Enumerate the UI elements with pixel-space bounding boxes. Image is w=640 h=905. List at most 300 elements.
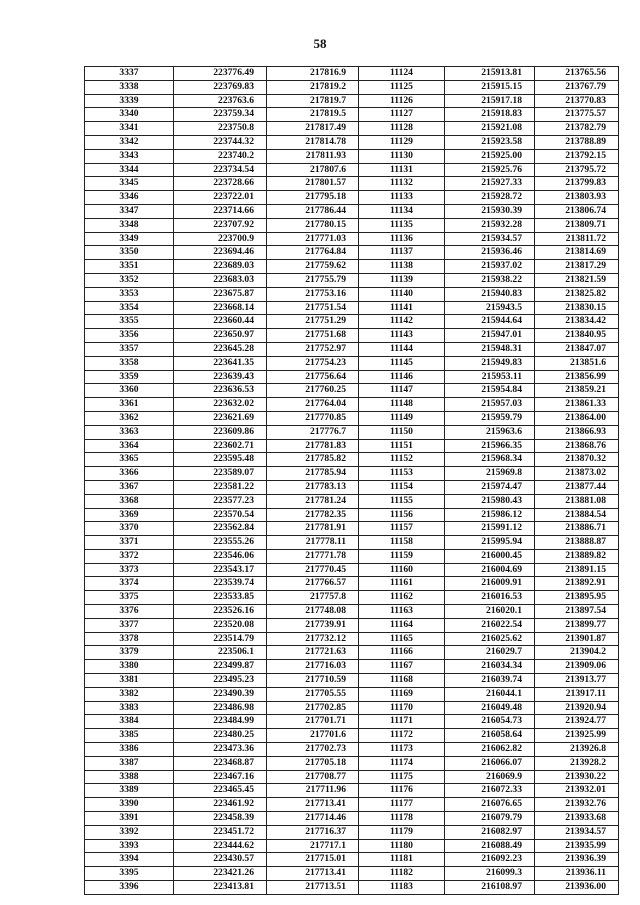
table-cell: 216039.74 [445, 674, 535, 688]
table-cell: 3389 [85, 784, 174, 798]
table-cell: 3386 [85, 743, 174, 757]
table-row [85, 80, 619, 94]
table-row [85, 549, 619, 563]
table-cell: 213901.87 [535, 632, 619, 646]
table-cell: 213864.00 [535, 411, 619, 425]
table-cell: 217786.44 [267, 204, 359, 218]
table-cell: 216092.23 [445, 853, 535, 867]
table-cell: 223581.22 [174, 480, 267, 494]
table-cell: 217780.15 [267, 218, 359, 232]
table-row [85, 881, 619, 895]
table-cell: 213904.2 [535, 646, 619, 660]
table-cell: 216016.53 [445, 591, 535, 605]
table-cell: 3396 [85, 881, 174, 895]
table-row [85, 163, 619, 177]
table-cell: 216108.97 [445, 881, 535, 895]
table-cell: 217776.7 [267, 425, 359, 439]
table-cell: 223668.14 [174, 301, 267, 315]
table-cell: 3348 [85, 218, 174, 232]
table-cell: 213809.71 [535, 218, 619, 232]
table-cell: 223750.8 [174, 122, 267, 136]
table-cell: 11163 [359, 605, 445, 619]
table-cell: 11173 [359, 743, 445, 757]
table-cell: 217814.78 [267, 135, 359, 149]
table-cell: 213788.89 [535, 135, 619, 149]
table-cell: 11150 [359, 425, 445, 439]
table-cell: 11130 [359, 149, 445, 163]
table-cell: 213859.21 [535, 384, 619, 398]
table-cell: 216004.69 [445, 563, 535, 577]
table-cell: 213830.15 [535, 301, 619, 315]
table-cell: 223694.46 [174, 246, 267, 260]
table-cell: 213936.11 [535, 867, 619, 881]
table-cell: 216044.1 [445, 687, 535, 701]
table-cell: 3363 [85, 425, 174, 439]
table-cell: 213806.74 [535, 204, 619, 218]
table-cell: 213866.93 [535, 425, 619, 439]
table-cell: 3350 [85, 246, 174, 260]
table-cell: 3366 [85, 467, 174, 481]
table-cell: 3356 [85, 329, 174, 343]
table-cell: 3385 [85, 729, 174, 743]
table-cell: 223484.99 [174, 715, 267, 729]
table-cell: 223589.07 [174, 467, 267, 481]
table-cell: 215980.43 [445, 494, 535, 508]
table-cell: 3344 [85, 163, 174, 177]
table-cell: 213897.54 [535, 605, 619, 619]
table-cell: 11161 [359, 577, 445, 591]
table-cell: 223526.16 [174, 605, 267, 619]
table-cell: 3394 [85, 853, 174, 867]
table-cell: 215930.39 [445, 204, 535, 218]
table-cell: 217819.2 [267, 80, 359, 94]
table-cell: 216025.62 [445, 632, 535, 646]
table-cell: 216058.64 [445, 729, 535, 743]
table-cell: 216099.3 [445, 867, 535, 881]
table-cell: 223645.28 [174, 342, 267, 356]
table-cell: 3367 [85, 480, 174, 494]
table-cell: 3376 [85, 605, 174, 619]
table-cell: 11126 [359, 94, 445, 108]
table-cell: 223539.74 [174, 577, 267, 591]
table-cell: 11182 [359, 867, 445, 881]
table-cell: 215940.83 [445, 287, 535, 301]
table-cell: 223499.87 [174, 660, 267, 674]
table-cell: 223776.49 [174, 67, 267, 81]
table-cell: 217760.25 [267, 384, 359, 398]
table-cell: 3382 [85, 687, 174, 701]
table-cell: 3358 [85, 356, 174, 370]
table-cell: 215928.72 [445, 191, 535, 205]
table-row [85, 715, 619, 729]
table-cell: 3354 [85, 301, 174, 315]
table-cell: 213936.00 [535, 881, 619, 895]
table-row [85, 536, 619, 550]
table-cell: 3388 [85, 770, 174, 784]
table-cell: 213892.91 [535, 577, 619, 591]
table-cell: 217753.16 [267, 287, 359, 301]
table-cell: 213924.77 [535, 715, 619, 729]
table-row [85, 439, 619, 453]
table-cell: 217701.6 [267, 729, 359, 743]
table-cell: 11131 [359, 163, 445, 177]
table-cell: 11167 [359, 660, 445, 674]
table-cell: 213765.56 [535, 67, 619, 81]
table-cell: 11158 [359, 536, 445, 550]
table-cell: 216082.97 [445, 825, 535, 839]
table-cell: 217748.08 [267, 605, 359, 619]
table-row [85, 591, 619, 605]
table-cell: 217771.78 [267, 549, 359, 563]
table-cell: 11164 [359, 618, 445, 632]
table-cell: 3337 [85, 67, 174, 81]
table-cell: 223632.02 [174, 398, 267, 412]
table-cell: 223533.85 [174, 591, 267, 605]
table-cell: 215963.6 [445, 425, 535, 439]
table-cell: 217710.59 [267, 674, 359, 688]
table-cell: 11179 [359, 825, 445, 839]
table-cell: 223451.72 [174, 825, 267, 839]
table-cell: 3351 [85, 260, 174, 274]
table-cell: 216029.7 [445, 646, 535, 660]
table-cell: 217752.97 [267, 342, 359, 356]
table-cell: 217713.41 [267, 798, 359, 812]
table-cell: 217708.77 [267, 770, 359, 784]
table-cell: 223740.2 [174, 149, 267, 163]
table-cell: 217739.91 [267, 618, 359, 632]
table-cell: 223595.48 [174, 453, 267, 467]
table-cell: 213935.99 [535, 839, 619, 853]
table-cell: 216076.65 [445, 798, 535, 812]
table-cell: 216022.54 [445, 618, 535, 632]
table-cell: 213881.08 [535, 494, 619, 508]
table-cell: 215969.8 [445, 467, 535, 481]
table-cell: 217782.35 [267, 508, 359, 522]
table-cell: 213913.77 [535, 674, 619, 688]
table-cell: 11141 [359, 301, 445, 315]
table-cell: 215925.76 [445, 163, 535, 177]
table-cell: 11139 [359, 273, 445, 287]
table-cell: 217783.13 [267, 480, 359, 494]
table-cell: 215921.08 [445, 122, 535, 136]
table-row [85, 784, 619, 798]
table-cell: 11159 [359, 549, 445, 563]
table-cell: 213792.15 [535, 149, 619, 163]
table-cell: 213868.76 [535, 439, 619, 453]
table-cell: 217721.63 [267, 646, 359, 660]
table-cell: 215934.57 [445, 232, 535, 246]
table-cell: 11140 [359, 287, 445, 301]
table-cell: 215986.12 [445, 508, 535, 522]
table-cell: 223555.26 [174, 536, 267, 550]
table-cell: 215937.02 [445, 260, 535, 274]
table-cell: 213817.29 [535, 260, 619, 274]
table-cell: 3371 [85, 536, 174, 550]
table-cell: 217807.6 [267, 163, 359, 177]
table-cell: 215927.33 [445, 177, 535, 191]
table-cell: 223506.1 [174, 646, 267, 660]
table-cell: 3341 [85, 122, 174, 136]
table-cell: 3379 [85, 646, 174, 660]
table-cell: 223495.23 [174, 674, 267, 688]
table-cell: 216072.33 [445, 784, 535, 798]
table-cell: 215944.64 [445, 315, 535, 329]
table-cell: 223413.81 [174, 881, 267, 895]
table-cell: 11136 [359, 232, 445, 246]
table-cell: 223577.23 [174, 494, 267, 508]
table-row [85, 646, 619, 660]
table-cell: 217770.85 [267, 411, 359, 425]
table-cell: 213934.57 [535, 825, 619, 839]
table-cell: 223570.54 [174, 508, 267, 522]
table-cell: 3395 [85, 867, 174, 881]
table-cell: 11180 [359, 839, 445, 853]
table-cell: 3380 [85, 660, 174, 674]
table-cell: 216079.79 [445, 812, 535, 826]
table-row [85, 632, 619, 646]
table-cell: 223675.87 [174, 287, 267, 301]
table-cell: 3375 [85, 591, 174, 605]
table-row [85, 204, 619, 218]
table-row [85, 108, 619, 122]
table-cell: 223602.71 [174, 439, 267, 453]
table-cell: 213770.83 [535, 94, 619, 108]
table-cell: 213814.69 [535, 246, 619, 260]
table-cell: 3377 [85, 618, 174, 632]
table-row [85, 287, 619, 301]
table-cell: 217702.73 [267, 743, 359, 757]
table-cell: 11160 [359, 563, 445, 577]
table-cell: 11156 [359, 508, 445, 522]
table-cell: 223430.57 [174, 853, 267, 867]
table-cell: 11149 [359, 411, 445, 425]
table-cell: 213925.99 [535, 729, 619, 743]
table-cell: 217754.23 [267, 356, 359, 370]
table-row [85, 812, 619, 826]
table-cell: 11152 [359, 453, 445, 467]
table-cell: 11137 [359, 246, 445, 260]
table-cell: 11151 [359, 439, 445, 453]
table-cell: 223722.01 [174, 191, 267, 205]
table-cell: 11170 [359, 701, 445, 715]
table-cell: 215923.58 [445, 135, 535, 149]
table-cell: 217717.1 [267, 839, 359, 853]
table-cell: 213799.83 [535, 177, 619, 191]
table-cell: 223520.08 [174, 618, 267, 632]
table-row [85, 301, 619, 315]
table-cell: 215953.11 [445, 370, 535, 384]
table-cell: 213861.33 [535, 398, 619, 412]
table-cell: 3373 [85, 563, 174, 577]
table-row [85, 853, 619, 867]
table-cell: 213933.68 [535, 812, 619, 826]
table-cell: 213926.8 [535, 743, 619, 757]
table-cell: 3362 [85, 411, 174, 425]
table-row [85, 273, 619, 287]
table-cell: 213775.57 [535, 108, 619, 122]
table-cell: 11176 [359, 784, 445, 798]
table-cell: 11147 [359, 384, 445, 398]
table-cell: 223759.34 [174, 108, 267, 122]
table-cell: 3384 [85, 715, 174, 729]
table-row [85, 342, 619, 356]
table-cell: 217701.71 [267, 715, 359, 729]
table-cell: 213840.95 [535, 329, 619, 343]
table-cell: 217702.85 [267, 701, 359, 715]
table-cell: 11144 [359, 342, 445, 356]
table-cell: 215966.35 [445, 439, 535, 453]
table-cell: 217716.37 [267, 825, 359, 839]
table-cell: 217781.91 [267, 522, 359, 536]
table-cell: 3355 [85, 315, 174, 329]
table-cell: 215918.83 [445, 108, 535, 122]
table-cell: 217755.79 [267, 273, 359, 287]
table-cell: 217713.51 [267, 881, 359, 895]
table-cell: 217819.5 [267, 108, 359, 122]
table-cell: 3390 [85, 798, 174, 812]
table-cell: 213932.01 [535, 784, 619, 798]
table-cell: 223458.39 [174, 812, 267, 826]
table-row [85, 674, 619, 688]
table-cell: 217816.9 [267, 67, 359, 81]
table-cell: 223689.03 [174, 260, 267, 274]
table-cell: 215968.34 [445, 453, 535, 467]
coordinates-table-body [85, 67, 619, 895]
table-cell: 217705.18 [267, 756, 359, 770]
table-cell: 3342 [85, 135, 174, 149]
table-cell: 11169 [359, 687, 445, 701]
table-cell: 217756.64 [267, 370, 359, 384]
table-row [85, 135, 619, 149]
table-cell: 11124 [359, 67, 445, 81]
table-cell: 3372 [85, 549, 174, 563]
table-cell: 3338 [85, 80, 174, 94]
table-row [85, 798, 619, 812]
table-cell: 217764.04 [267, 398, 359, 412]
table-cell: 215948.31 [445, 342, 535, 356]
table-cell: 215959.79 [445, 411, 535, 425]
table-row [85, 232, 619, 246]
table-cell: 11148 [359, 398, 445, 412]
table-cell: 213767.79 [535, 80, 619, 94]
table-cell: 217785.94 [267, 467, 359, 481]
table-cell: 217751.68 [267, 329, 359, 343]
table-cell: 3370 [85, 522, 174, 536]
table-cell: 3349 [85, 232, 174, 246]
table-cell: 213895.95 [535, 591, 619, 605]
table-cell: 216020.1 [445, 605, 535, 619]
table-cell: 3343 [85, 149, 174, 163]
table-row [85, 356, 619, 370]
table-cell: 217819.7 [267, 94, 359, 108]
table-cell: 217757.8 [267, 591, 359, 605]
table-cell: 213834.42 [535, 315, 619, 329]
table-row [85, 329, 619, 343]
table-cell: 223683.03 [174, 273, 267, 287]
table-cell: 223468.87 [174, 756, 267, 770]
table-cell: 11143 [359, 329, 445, 343]
table-cell: 215936.46 [445, 246, 535, 260]
table-cell: 11128 [359, 122, 445, 136]
table-cell: 3381 [85, 674, 174, 688]
table-cell: 11178 [359, 812, 445, 826]
table-cell: 217759.62 [267, 260, 359, 274]
table-row [85, 660, 619, 674]
table-cell: 217713.41 [267, 867, 359, 881]
table-cell: 216000.45 [445, 549, 535, 563]
table-row [85, 839, 619, 853]
table-cell: 223639.43 [174, 370, 267, 384]
table-cell: 223641.35 [174, 356, 267, 370]
table-cell: 3378 [85, 632, 174, 646]
table-cell: 11125 [359, 80, 445, 94]
table-cell: 11129 [359, 135, 445, 149]
table-row [85, 480, 619, 494]
table-cell: 11142 [359, 315, 445, 329]
table-cell: 223700.9 [174, 232, 267, 246]
table-cell: 216069.9 [445, 770, 535, 784]
table-cell: 213886.71 [535, 522, 619, 536]
table-cell: 217781.83 [267, 439, 359, 453]
table-cell: 223421.26 [174, 867, 267, 881]
table-cell: 223461.92 [174, 798, 267, 812]
table-row [85, 425, 619, 439]
table-cell: 11172 [359, 729, 445, 743]
table-cell: 213782.79 [535, 122, 619, 136]
table-cell: 223562.84 [174, 522, 267, 536]
table-cell: 11132 [359, 177, 445, 191]
table-cell: 223609.86 [174, 425, 267, 439]
table-cell: 216088.49 [445, 839, 535, 853]
table-cell: 223744.32 [174, 135, 267, 149]
table-row [85, 370, 619, 384]
table-cell: 217764.84 [267, 246, 359, 260]
table-row [85, 177, 619, 191]
table-cell: 11134 [359, 204, 445, 218]
table-cell: 11153 [359, 467, 445, 481]
table-cell: 213856.99 [535, 370, 619, 384]
table-cell: 216049.48 [445, 701, 535, 715]
table-cell: 223490.39 [174, 687, 267, 701]
table-row [85, 149, 619, 163]
table-cell: 213917.11 [535, 687, 619, 701]
table-cell: 217817.49 [267, 122, 359, 136]
table-cell: 217705.55 [267, 687, 359, 701]
table-cell: 223728.66 [174, 177, 267, 191]
table-cell: 216009.91 [445, 577, 535, 591]
table-cell: 213899.77 [535, 618, 619, 632]
table-cell: 217770.45 [267, 563, 359, 577]
table-cell: 3393 [85, 839, 174, 853]
table-row [85, 743, 619, 757]
table-cell: 215913.81 [445, 67, 535, 81]
table-cell: 223660.44 [174, 315, 267, 329]
table-cell: 3353 [85, 287, 174, 301]
table-cell: 3365 [85, 453, 174, 467]
table-row [85, 246, 619, 260]
table-row [85, 729, 619, 743]
table-cell: 213811.72 [535, 232, 619, 246]
table-cell: 3391 [85, 812, 174, 826]
table-row [85, 563, 619, 577]
table-cell: 215917.18 [445, 94, 535, 108]
table-row [85, 94, 619, 108]
table-cell: 223763.6 [174, 94, 267, 108]
table-cell: 3352 [85, 273, 174, 287]
table-cell: 11135 [359, 218, 445, 232]
table-cell: 223621.69 [174, 411, 267, 425]
table-row [85, 756, 619, 770]
